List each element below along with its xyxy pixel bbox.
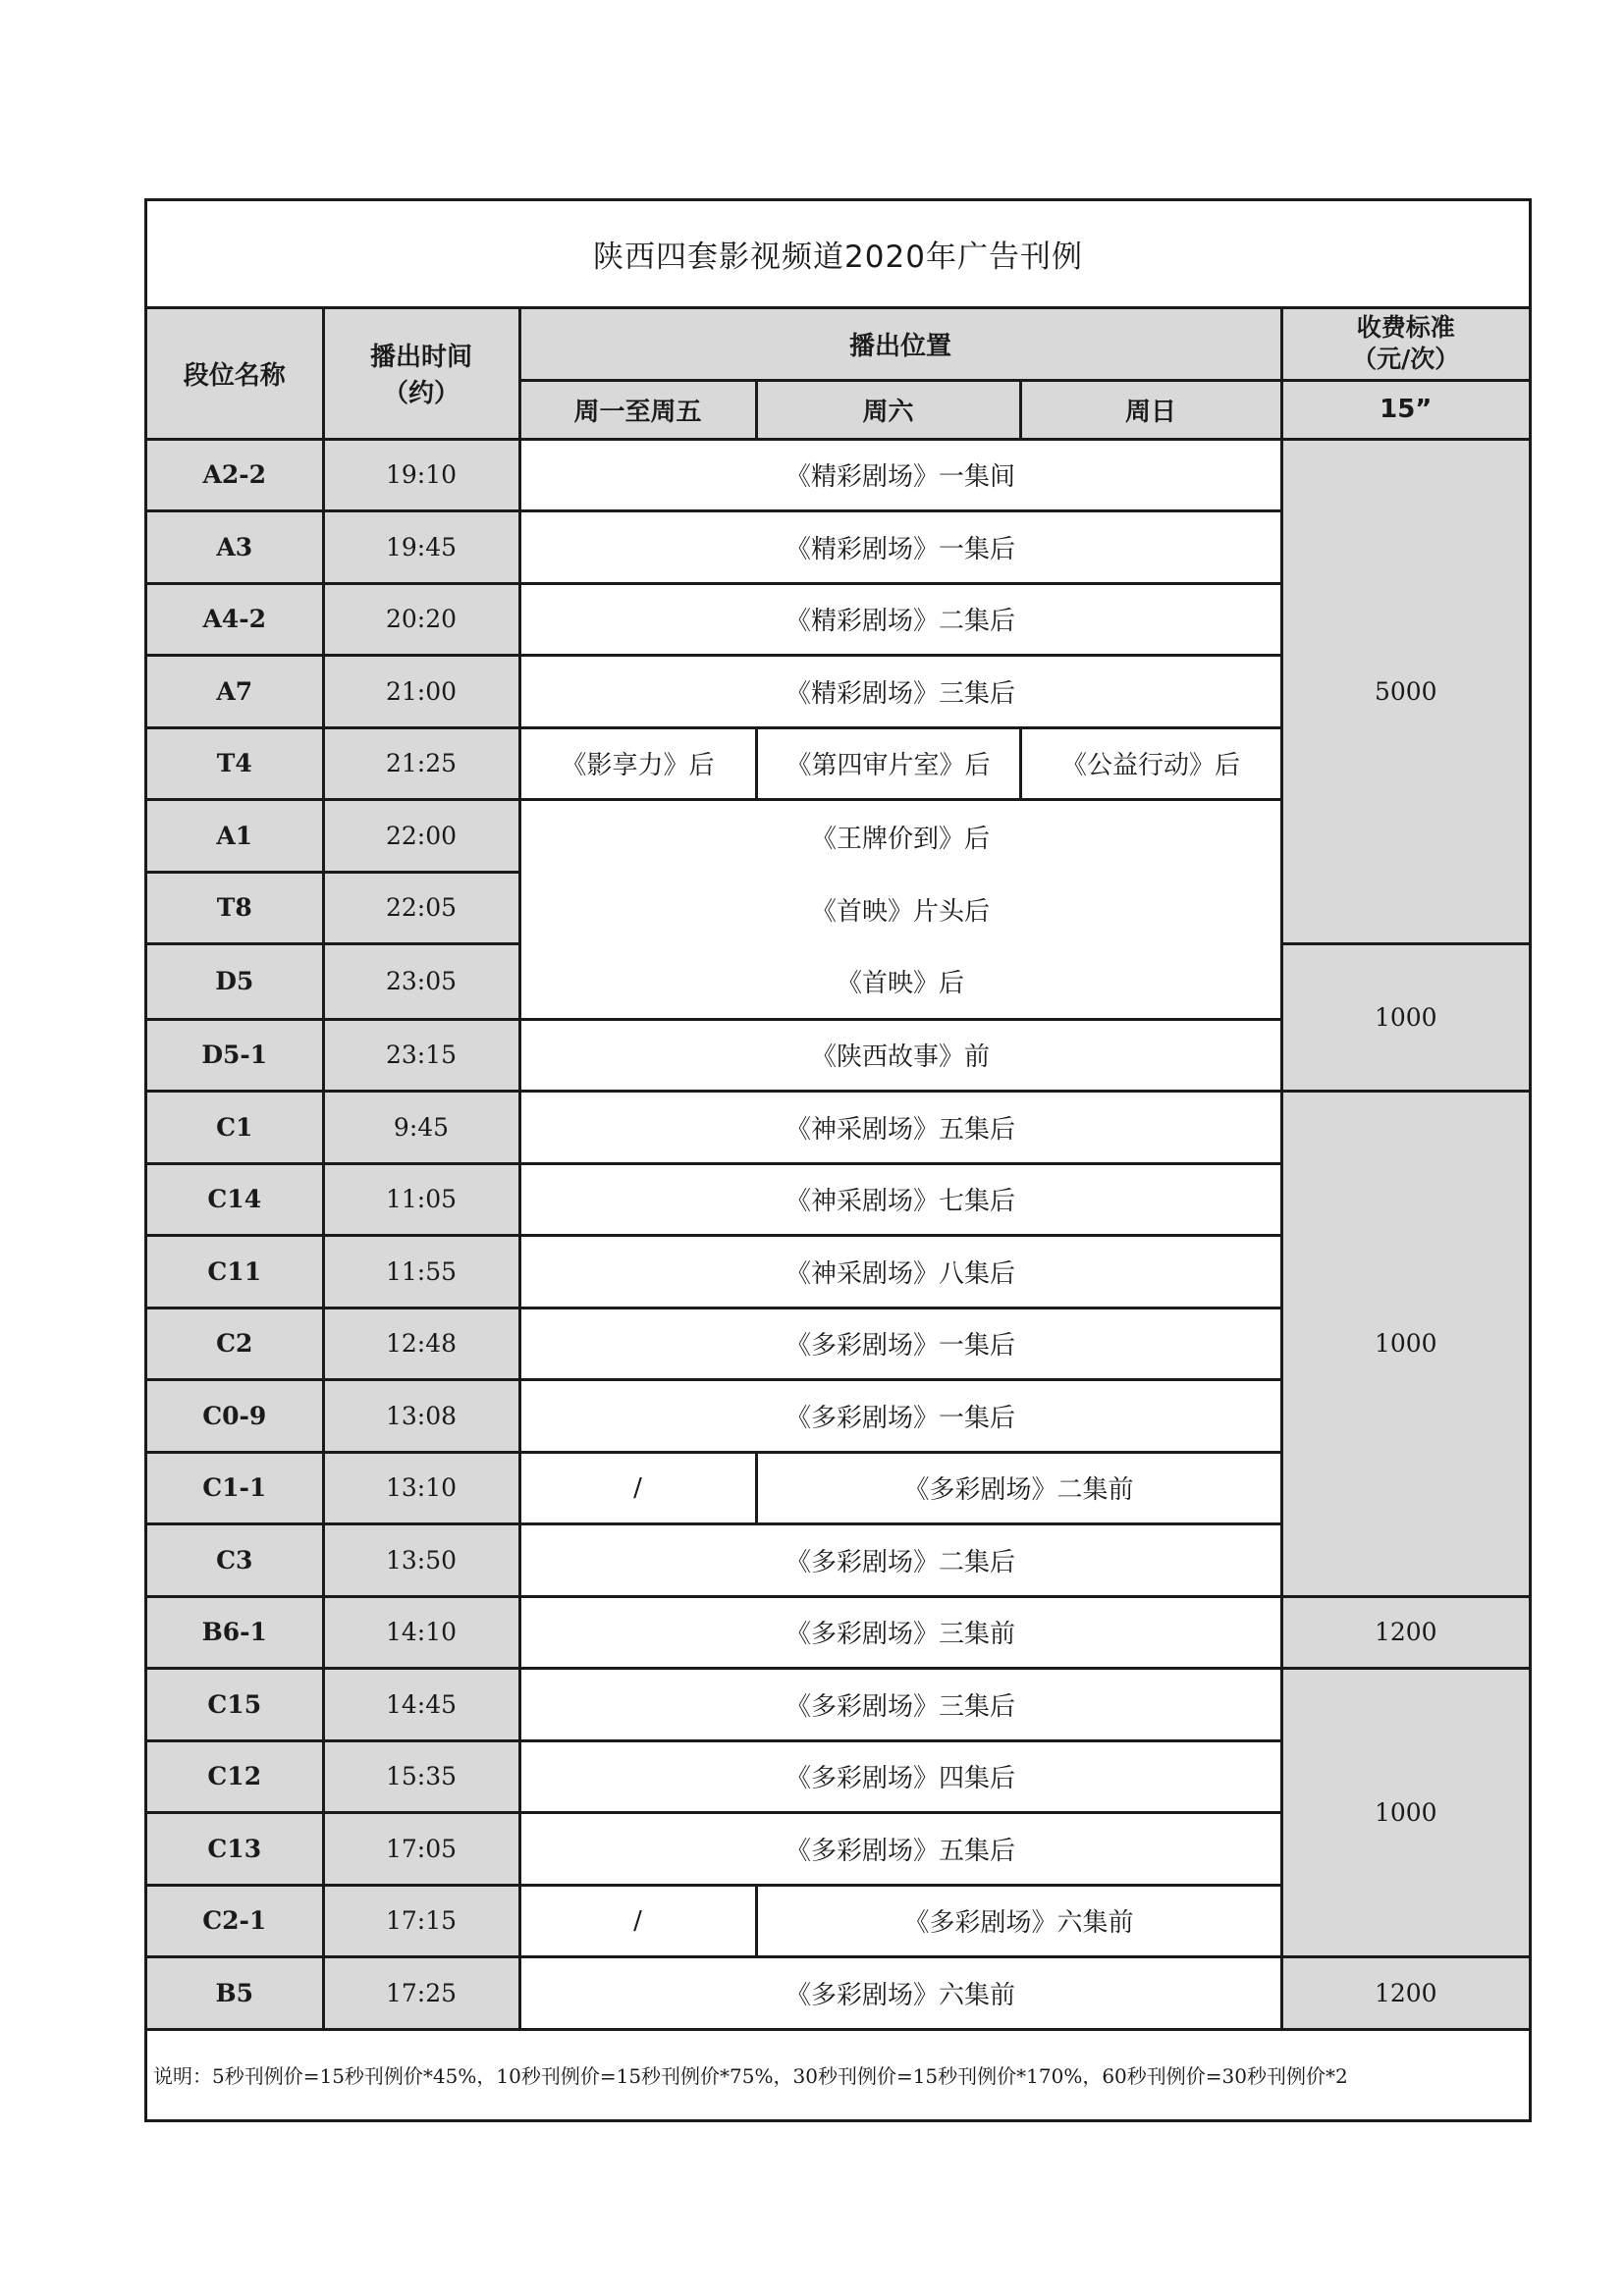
air-position: 《多彩剧场》一集后 bbox=[519, 1308, 1281, 1380]
air-position-weekday: 《影享力》后 bbox=[519, 727, 756, 800]
air-time: 14:10 bbox=[323, 1596, 519, 1669]
air-position: 《多彩剧场》五集后 bbox=[519, 1813, 1281, 1886]
segment-code: C2-1 bbox=[147, 1885, 323, 1957]
price-cell: 1000 bbox=[1281, 1669, 1529, 1957]
air-time: 22:00 bbox=[323, 800, 519, 873]
table-row bbox=[147, 439, 1529, 511]
air-position: 《王牌价到》后 bbox=[810, 825, 990, 855]
air-time: 14:45 bbox=[323, 1669, 519, 1741]
air-position: 《多彩剧场》四集后 bbox=[519, 1740, 1281, 1813]
segment-code: C2 bbox=[147, 1308, 323, 1380]
header-time-line2: （约） bbox=[382, 379, 460, 409]
air-time: 19:10 bbox=[323, 439, 519, 511]
air-time: 22:05 bbox=[323, 872, 519, 944]
air-position: 《神采剧场》五集后 bbox=[519, 1092, 1281, 1164]
segment-code: C14 bbox=[147, 1163, 323, 1236]
segment-code: C11 bbox=[147, 1236, 323, 1308]
air-time: 11:55 bbox=[323, 1236, 519, 1308]
table-row bbox=[147, 1669, 1529, 1741]
air-position-weekday: / bbox=[519, 1885, 756, 1957]
air-position: 《精彩剧场》三集后 bbox=[519, 656, 1281, 728]
segment-code: D5-1 bbox=[147, 1019, 323, 1092]
air-position: 《多彩剧场》一集后 bbox=[519, 1380, 1281, 1453]
table-row bbox=[147, 1596, 1529, 1669]
pricing-note: 说明：5秒刊例价=15秒刊例价*45%，10秒刊例价=15秒刊例价*75%，30秒刊例价=15秒刊例价*170%，60秒刊例价=30秒刊例价*2 bbox=[153, 2064, 1348, 2088]
air-time: 20:20 bbox=[323, 583, 519, 656]
air-position: 《多彩剧场》三集前 bbox=[519, 1596, 1281, 1669]
air-time: 23:05 bbox=[323, 944, 519, 1020]
air-position-weekday: / bbox=[519, 1452, 756, 1524]
air-time: 13:50 bbox=[323, 1524, 519, 1597]
header-price bbox=[1281, 309, 1529, 380]
air-position: 《神采剧场》八集后 bbox=[519, 1236, 1281, 1308]
header-duration: 15” bbox=[1281, 380, 1529, 439]
air-position: 《精彩剧场》一集间 bbox=[519, 439, 1281, 511]
air-time: 9:45 bbox=[323, 1092, 519, 1164]
air-position-weekend: 《多彩剧场》六集前 bbox=[756, 1885, 1281, 1957]
header-price-line1: 收费标准 bbox=[1356, 313, 1455, 343]
price-cell: 1000 bbox=[1281, 1092, 1529, 1597]
air-time: 17:25 bbox=[323, 1957, 519, 2030]
segment-code: C3 bbox=[147, 1524, 323, 1597]
segment-code: C13 bbox=[147, 1813, 323, 1886]
header-segment: 段位名称 bbox=[147, 309, 323, 439]
air-time: 11:05 bbox=[323, 1163, 519, 1236]
air-time: 23:15 bbox=[323, 1019, 519, 1092]
segment-code: C1 bbox=[147, 1092, 323, 1164]
table-row bbox=[147, 1092, 1529, 1164]
air-time: 13:08 bbox=[323, 1380, 519, 1453]
segment-code: C15 bbox=[147, 1669, 323, 1741]
air-position-weekend: 《多彩剧场》二集前 bbox=[756, 1452, 1281, 1524]
price-cell: 1200 bbox=[1281, 1596, 1529, 1669]
air-time: 13:10 bbox=[323, 1452, 519, 1524]
air-time: 21:00 bbox=[323, 656, 519, 728]
air-position-sunday: 《公益行动》后 bbox=[1020, 727, 1281, 800]
air-position: 《陕西故事》前 bbox=[519, 1019, 1281, 1092]
air-position: 《首映》片头后 bbox=[810, 896, 990, 927]
segment-code: B6-1 bbox=[147, 1596, 323, 1669]
air-position-saturday: 《第四审片室》后 bbox=[756, 727, 1020, 800]
table-row bbox=[147, 1957, 1529, 2030]
segment-code: A4-2 bbox=[147, 583, 323, 656]
air-time: 15:35 bbox=[323, 1740, 519, 1813]
segment-code: C12 bbox=[147, 1740, 323, 1813]
header-position: 播出位置 bbox=[519, 309, 1281, 380]
air-position: 《多彩剧场》六集前 bbox=[519, 1957, 1281, 2030]
segment-code: D5 bbox=[147, 944, 323, 1020]
air-position: 《首映》后 bbox=[836, 969, 964, 999]
air-position: 《精彩剧场》二集后 bbox=[519, 583, 1281, 656]
air-position: 《精彩剧场》一集后 bbox=[519, 511, 1281, 584]
air-position: 《多彩剧场》三集后 bbox=[519, 1669, 1281, 1741]
air-time: 21:25 bbox=[323, 727, 519, 800]
segment-code: B5 bbox=[147, 1957, 323, 2030]
header-weekday: 周一至周五 bbox=[519, 380, 756, 439]
header-price-line2: （元/次） bbox=[1352, 345, 1460, 374]
header-sunday: 周日 bbox=[1020, 380, 1281, 439]
segment-code: A1 bbox=[147, 800, 323, 873]
segment-code: T4 bbox=[147, 727, 323, 800]
segment-code: C1-1 bbox=[147, 1452, 323, 1524]
air-time: 17:15 bbox=[323, 1885, 519, 1957]
segment-code: T8 bbox=[147, 872, 323, 944]
air-position: 《神采剧场》七集后 bbox=[519, 1163, 1281, 1236]
air-position: 《多彩剧场》二集后 bbox=[519, 1524, 1281, 1597]
air-position-merged bbox=[519, 800, 1281, 1020]
price-cell: 5000 bbox=[1281, 439, 1529, 944]
segment-code: A7 bbox=[147, 656, 323, 728]
segment-code: A2-2 bbox=[147, 439, 323, 511]
air-time: 12:48 bbox=[323, 1308, 519, 1380]
rate-table bbox=[147, 309, 1529, 2031]
air-time: 17:05 bbox=[323, 1813, 519, 1886]
price-cell: 1000 bbox=[1281, 944, 1529, 1092]
header-time bbox=[323, 309, 519, 439]
air-time: 19:45 bbox=[323, 511, 519, 584]
segment-code: C0-9 bbox=[147, 1380, 323, 1453]
header-time-line1: 播出时间 bbox=[369, 343, 472, 373]
header-saturday: 周六 bbox=[756, 380, 1020, 439]
page-title: 陕西四套影视频道2020年广告刊例 bbox=[147, 201, 1529, 309]
price-cell: 1200 bbox=[1281, 1957, 1529, 2030]
segment-code: A3 bbox=[147, 511, 323, 584]
rate-card-document bbox=[144, 198, 1532, 2122]
